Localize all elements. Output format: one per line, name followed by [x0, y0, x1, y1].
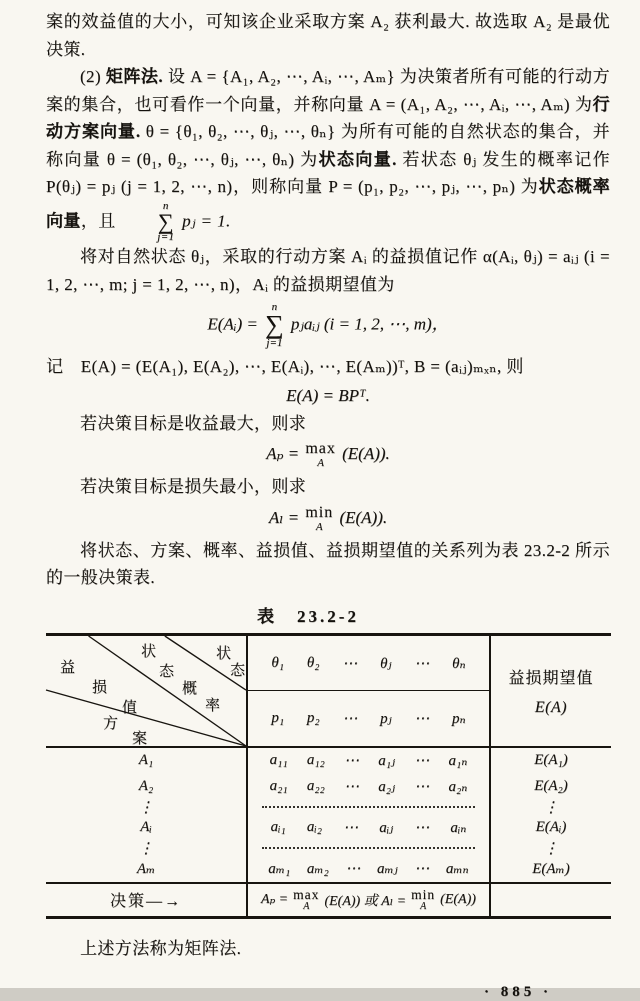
corner-label-char: 概: [182, 680, 198, 697]
text-run: (2): [80, 67, 106, 86]
formula-min: [46, 505, 610, 533]
text-run: ，且: [80, 210, 121, 230]
payoff-cell: a₁₁: [269, 752, 288, 769]
paragraph-table-intro: 将状态、方案、概率、益损值、益损期望值的关系列为表 23.2-2 所示的一般决策表.: [46, 540, 610, 588]
formula-right: (E(A)): [440, 891, 476, 907]
payoff-cell: a₂ₙ: [448, 779, 468, 796]
text-run: θ = {θ₁, θ₂, ⋯, θⱼ, ⋯, θₙ} 为所有可能的自然状态的集合，并称向量 θ = (θ₁, θ₂, ⋯, θⱼ, ⋯, θₙ) 为: [46, 122, 610, 169]
corner-cell: [46, 636, 248, 746]
expected-value-label: 益损期望值: [508, 669, 594, 687]
payoff-cell: ⋯: [414, 820, 430, 837]
paragraph-max-goal: 若决策目标是收益最大，则求: [80, 413, 307, 433]
payoff-cell: aₘₙ: [445, 861, 469, 878]
paragraph-matrix-method: [46, 63, 610, 243]
sigma-icon: ∑: [265, 310, 284, 340]
formula-left: Aₚ =: [261, 892, 289, 908]
sum-upper-limit: n: [271, 301, 278, 314]
row-label: A₁: [46, 748, 248, 774]
prob-cell: p₁: [271, 710, 285, 727]
payoff-cell: aₘ₂: [306, 861, 329, 878]
payoff-cell: a₁ₙ: [448, 753, 468, 770]
text-run: pⱼ = 1.: [177, 210, 231, 230]
prob-cell: p₂: [306, 710, 320, 727]
payoff-cells: [248, 748, 491, 774]
min-subscript: A: [315, 520, 323, 533]
payoff-cells: [248, 774, 491, 800]
text-run: 若状态 θⱼ 发生的概率记作 P(θⱼ) = pⱼ (j = 1, 2, ⋯, n)，则称向量 P = (p₁, p₂, ⋯, pⱼ, ⋯, pₙ) 为: [46, 149, 611, 196]
payoff-cell: aᵢⱼ: [379, 820, 394, 837]
state-row: [248, 636, 489, 692]
table-row: [46, 774, 611, 800]
row-label: Aₘ: [46, 856, 248, 882]
payoff-cell: a₂ⱼ: [378, 779, 395, 796]
payoff-cell: ⋯: [344, 753, 360, 770]
max-subscript: A: [317, 457, 324, 470]
corner-label-char: 状: [216, 645, 232, 662]
summation-symbol: [265, 302, 284, 349]
payoff-cell: aᵢ₁: [270, 819, 286, 836]
payoff-cell: ⋯: [343, 820, 359, 837]
min-label: min: [305, 503, 334, 521]
formula-middle: (E(A)) 或 Aₗ =: [324, 893, 407, 909]
corner-label-char: 值: [122, 699, 138, 716]
corner-label-char: 方: [103, 715, 119, 732]
formula-matrix-product: E(A) = BPᵀ.: [286, 385, 370, 405]
corner-label-char: 益: [60, 659, 76, 676]
corner-label-char: 状: [141, 643, 157, 660]
state-cell: θ₁: [271, 654, 284, 671]
payoff-cell: aₘ₁: [268, 861, 291, 878]
min-subscript: A: [420, 901, 427, 913]
min-label: min: [411, 886, 436, 902]
table-row: [46, 815, 611, 841]
table-row: [46, 856, 611, 882]
closing-sentence: 上述方法称为矩阵法.: [80, 938, 242, 958]
prob-cell: ⋯: [414, 711, 430, 728]
decision-empty-cell: [491, 884, 611, 916]
payoff-cell: ⋯: [345, 861, 361, 878]
corner-label-char: 态: [159, 663, 175, 680]
payoff-cells: [248, 800, 491, 815]
table-title: 表 23.2-2: [257, 606, 359, 626]
formula-right: (E(A)).: [335, 507, 388, 527]
formula-expected-value: [46, 302, 610, 349]
expected-value-cell: ⋮: [543, 840, 559, 857]
row-label: ⋮: [46, 800, 248, 815]
row-label: Aᵢ: [46, 815, 248, 841]
payoff-cell: ⋯: [414, 779, 430, 796]
payoff-cell: aₘⱼ: [376, 861, 398, 878]
table-header: [46, 636, 611, 748]
state-cell: ⋯: [342, 655, 358, 672]
bold-term-probability-vector: 状态概率向量: [46, 177, 610, 230]
paragraph-conclusion: 案的效益值的大小，可知该企业采取方案 A₂ 获利最大. 故选取 A₂ 是最优决策.: [46, 12, 610, 59]
summation-symbol: [123, 201, 174, 244]
dotted-separator: [262, 806, 475, 808]
payoff-cells: [248, 856, 491, 882]
sum-lower-limit: j=1: [157, 231, 175, 244]
payoff-cells: [248, 815, 491, 841]
payoff-cells: [248, 841, 491, 856]
payoff-cell: ⋯: [414, 753, 430, 770]
expected-value-symbol: E(A): [534, 698, 568, 716]
sum-lower-limit: j=1: [266, 337, 283, 350]
expected-value-header: [491, 636, 611, 746]
min-operator: [411, 888, 435, 913]
payoff-cell: aᵢ₂: [306, 819, 322, 836]
bold-term-matrix-method: 矩阵法.: [105, 67, 164, 86]
formula-right: pⱼaᵢⱼ (i = 1, 2, ⋯, m)，: [286, 314, 449, 334]
decision-label: 决策—→: [46, 884, 248, 916]
payoff-cell: ⋯: [414, 861, 430, 878]
text-run: 设 A = {A₁, A₂, ⋯, Aᵢ, ⋯, Aₘ} 为决策者所有可能的行动方案的集合，也可看作一个向量，并称向量 A = (A₁, A₂, ⋯, Aᵢ, ⋯, Aₘ) 为: [46, 67, 610, 114]
expected-value-cell: E(Aᵢ): [535, 819, 567, 836]
max-operator: [305, 441, 336, 469]
payoff-cell: aᵢₙ: [450, 820, 467, 837]
dotted-separator: [262, 847, 475, 849]
max-label: max: [293, 886, 320, 902]
payoff-cell: ⋯: [344, 779, 360, 796]
decision-table: [46, 633, 611, 919]
row-label: ⋮: [46, 841, 248, 856]
page-number: · 885 ·: [483, 984, 552, 1001]
max-subscript: A: [303, 901, 310, 913]
state-cell: ⋯: [414, 655, 430, 672]
row-label: A₂: [46, 774, 248, 800]
prob-row: [248, 691, 489, 746]
prob-cell: pₙ: [452, 711, 466, 728]
min-operator: [305, 505, 333, 533]
state-cell: θⱼ: [380, 655, 392, 672]
table-row: [46, 841, 611, 856]
formula-left: Aₗ =: [268, 507, 304, 527]
formula-max: [46, 441, 610, 469]
expected-value-cell: E(Aₘ): [532, 861, 570, 878]
table-body: [46, 748, 611, 882]
corner-label-char: 损: [92, 679, 108, 696]
corner-label-char: 态: [230, 662, 246, 679]
paragraph-min-goal: 若决策目标是损失最小，则求: [80, 477, 307, 497]
bold-term-action-vector: 行动方案向量.: [46, 94, 610, 141]
expected-value-cell: E(A₁): [534, 752, 568, 769]
paragraph-notation: 记 E(A) = (E(A₁), E(A₂), ⋯, E(Aᵢ), ⋯, E(Aₘ))ᵀ, B = (aᵢⱼ)ₘₓₙ, 则: [46, 357, 524, 377]
sigma-icon: ∑: [157, 208, 174, 234]
prob-cell: pⱼ: [380, 711, 392, 728]
max-label: max: [305, 440, 336, 458]
payoff-cell: a₂₁: [269, 778, 288, 795]
bold-term-state-vector: 状态向量.: [318, 149, 397, 169]
sum-upper-limit: n: [162, 199, 169, 212]
payoff-cell: a₂₂: [306, 778, 325, 795]
expected-value-cell: E(A₂): [534, 778, 568, 795]
max-operator: [293, 888, 319, 913]
corner-label-char: 率: [205, 697, 221, 714]
table-row: [46, 800, 611, 815]
state-cell: θₙ: [452, 655, 466, 672]
formula-right: (E(A)).: [337, 444, 390, 464]
expected-value-cell: ⋮: [543, 799, 559, 816]
decision-row: [46, 882, 611, 916]
payoff-cell: a₁₂: [306, 752, 325, 769]
corner-label-char: 案: [132, 730, 148, 747]
prob-cell: ⋯: [342, 711, 358, 728]
table-row: [46, 748, 611, 774]
header-states: [248, 636, 491, 746]
paragraph-payoff-definition: 将对自然状态 θⱼ，采取的行动方案 Aᵢ 的益损值记作 α(Aᵢ, θⱼ) = aᵢⱼ (i = 1, 2, ⋯, m; j = 1, 2, ⋯, n)，Aᵢ 的益损期望值为: [46, 247, 610, 294]
formula-left: E(Aᵢ) =: [207, 314, 263, 334]
formula-left: Aₚ =: [266, 444, 304, 464]
state-cell: θ₂: [306, 654, 320, 671]
decision-formula: [248, 884, 491, 916]
payoff-cell: a₁ⱼ: [378, 753, 395, 770]
